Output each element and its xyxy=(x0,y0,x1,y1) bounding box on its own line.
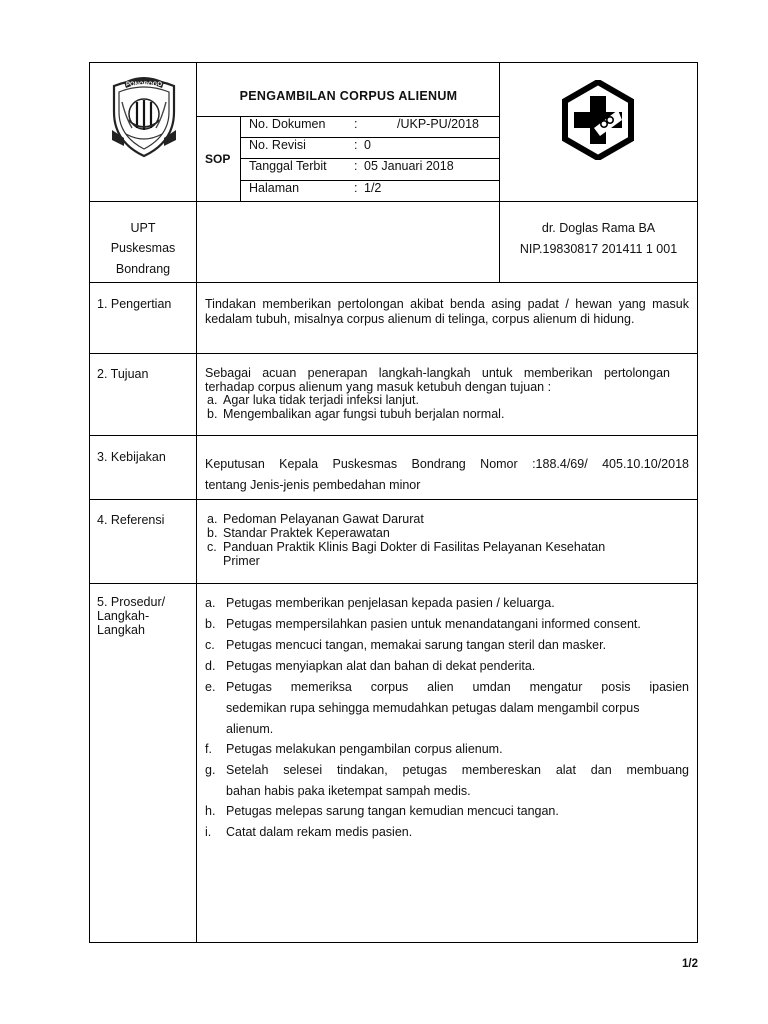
prosedur-letter: a. xyxy=(205,596,216,610)
table-border-left xyxy=(89,62,90,943)
meta-value-halaman: 1/2 xyxy=(364,181,382,195)
section-label-pengertian: 1. Pengertian xyxy=(97,297,172,311)
section-label-referensi: 4. Referensi xyxy=(97,513,165,527)
referensi-text-c-cont: Primer xyxy=(223,554,260,568)
row-line-header xyxy=(89,201,698,202)
referensi-letter-a: a. xyxy=(207,512,218,526)
meta-label-no-dokumen: No. Dokumen xyxy=(249,117,326,131)
tujuan-letter-a: a. xyxy=(207,393,218,407)
referensi-letter-c: c. xyxy=(207,540,217,554)
prosedur-text: alienum. xyxy=(226,722,274,736)
kebijakan-line-1: Keputusan Kepala Puskesmas Bondrang Nomor :188.4/69/ 405.10.10/2018 xyxy=(205,457,689,471)
signer-name: dr. Doglas Rama BA xyxy=(541,221,656,235)
referensi-text-a: Pedoman Pelayanan Gawat Darurat xyxy=(223,512,424,526)
sop-label: SOP xyxy=(205,152,231,166)
prosedur-text: Petugas melepas sarung tangan kemudian mencuci tangan. xyxy=(226,804,559,818)
meta-sep-no-revisi: : xyxy=(354,138,358,152)
prosedur-text: Catat dalam rekam medis pasien. xyxy=(226,825,413,839)
prosedur-letter: d. xyxy=(205,659,216,673)
meta-value-tanggal-terbit: 05 Januari 2018 xyxy=(364,159,454,173)
puskesmas-logo-icon xyxy=(558,80,638,160)
meta-value-no-revisi: 0 xyxy=(364,138,371,152)
org-line-bondrang: Bondrang xyxy=(115,262,171,276)
section-label-prosedur-2: Langkah- xyxy=(97,609,150,623)
meta-label-halaman: Halaman xyxy=(249,181,300,195)
tujuan-text-a: Agar luka tidak terjadi infeksi lanjut. xyxy=(223,393,419,407)
page-number: 1/2 xyxy=(682,958,698,970)
table-border-right xyxy=(697,62,698,943)
prosedur-text: Petugas mempersilahkan pasien untuk menandatangani informed consent. xyxy=(226,617,641,631)
meta-value-no-dokumen: /UKP-PU/2018 xyxy=(397,117,479,131)
kebijakan-line-2: tentang Jenis-jenis pembedahan minor xyxy=(205,478,421,492)
prosedur-text: Setelah selesei tindakan, petugas membereskan alat dan membuang xyxy=(226,763,689,777)
org-line-puskesmas: Puskesmas xyxy=(110,241,176,255)
row-line-4 xyxy=(89,583,698,584)
section-text-pengertian: Tindakan memberikan pertolongan akibat benda asing padat / hewan yang masuk kedalam tubuh, misalnya corpus alienum di telinga, corpus alienum di hidung. xyxy=(205,297,689,326)
meta-sep-halaman: : xyxy=(354,181,358,195)
section-label-prosedur-3: Langkah xyxy=(97,623,145,637)
table-border-top xyxy=(89,62,698,63)
table-border-bottom xyxy=(89,942,698,943)
prosedur-text: Petugas memberikan penjelasan kepada pasien / keluarga. xyxy=(226,596,555,610)
prosedur-letter: i. xyxy=(205,825,212,839)
prosedur-letter: g. xyxy=(205,763,216,777)
section-intro-tujuan: Sebagai acuan penerapan langkah-langkah untuk memberikan pertolongan terhadap corpus alienum yang masuk ketubuh dengan tujuan : xyxy=(205,366,670,394)
referensi-letter-b: b. xyxy=(207,526,218,540)
tujuan-letter-b: b. xyxy=(207,407,218,421)
row-line-3 xyxy=(89,499,698,500)
meta-sep-no-dokumen: : xyxy=(354,117,358,131)
meta-label-no-revisi: No. Revisi xyxy=(249,138,306,152)
document-title: PENGAMBILAN CORPUS ALIENUM xyxy=(239,89,458,103)
prosedur-text: sedemikan rupa sehingga memudahkan petugas dalam mengambil corpus xyxy=(226,701,640,715)
column-divider xyxy=(196,62,197,943)
prosedur-letter: b. xyxy=(205,617,216,631)
row-line-2 xyxy=(89,435,698,436)
tujuan-text-b: Mengembalikan agar fungsi tubuh berjalan normal. xyxy=(223,407,505,421)
prosedur-text: Petugas melakukan pengambilan corpus alienum. xyxy=(226,742,503,756)
svg-text:PONOROGO: PONOROGO xyxy=(125,82,163,88)
prosedur-letter: c. xyxy=(205,638,215,652)
row-line-org xyxy=(89,282,698,283)
prosedur-letter: e. xyxy=(205,680,216,694)
meta-label-tanggal-terbit: Tanggal Terbit xyxy=(249,159,327,173)
prosedur-text: Petugas menyiapkan alat dan bahan di dekat penderita. xyxy=(226,659,536,673)
section-label-tujuan: 2. Tujuan xyxy=(97,367,149,381)
prosedur-text: Petugas memeriksa corpus alien umdan mengatur posis ipasien xyxy=(226,680,689,694)
section-label-prosedur-1: 5. Prosedur/ xyxy=(97,595,166,609)
row-line-1 xyxy=(89,353,698,354)
prosedur-letter: f. xyxy=(205,742,212,756)
regency-crest-icon xyxy=(104,72,184,158)
prosedur-text: Petugas mencuci tangan, memakai sarung tangan steril dan masker. xyxy=(226,638,607,652)
meta-sep-tanggal-terbit: : xyxy=(354,159,358,173)
signer-nip: NIP.19830817 201411 1 001 xyxy=(519,242,678,256)
prosedur-text: bahan habis paka iketempat sampah medis. xyxy=(226,784,471,798)
referensi-text-c: Panduan Praktik Klinis Bagi Dokter di Fasilitas Pelayanan Kesehatan xyxy=(223,540,606,554)
referensi-text-b: Standar Praktek Keperawatan xyxy=(223,526,390,540)
section-label-kebijakan: 3. Kebijakan xyxy=(97,450,166,464)
prosedur-letter: h. xyxy=(205,804,216,818)
org-line-upt: UPT xyxy=(130,221,156,235)
